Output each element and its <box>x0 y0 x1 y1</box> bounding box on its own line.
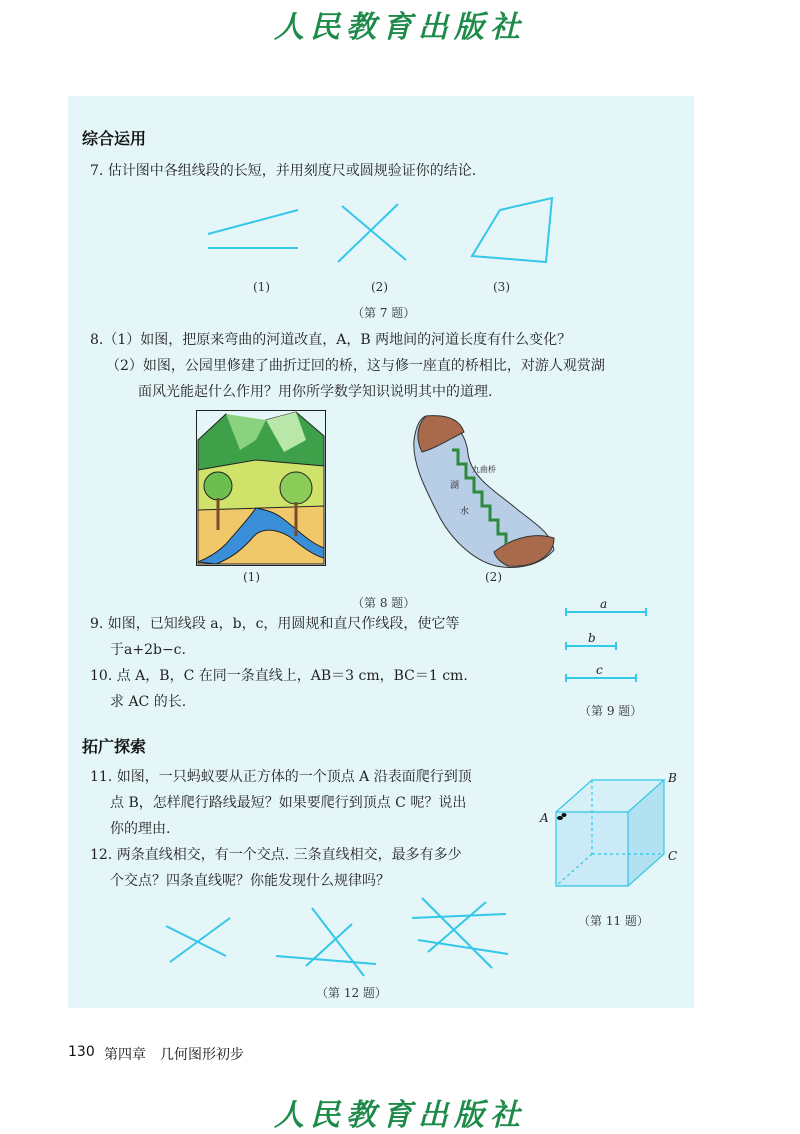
segment-label-a: a <box>600 597 608 611</box>
q9-caption: （第 9 题） <box>579 704 643 718</box>
q12-four-lines-c <box>428 902 486 952</box>
question-8-line-1: 8.（1）如图，把原来弯曲的河道改直，A，B 两地间的河道长度有什么变化？ <box>90 332 572 348</box>
river-landscape-illustration <box>196 410 326 566</box>
q12-two-lines-b <box>170 918 230 962</box>
cube-label-b: B <box>668 771 677 785</box>
q7-segment-2b <box>338 204 398 262</box>
q11-caption: （第 11 题） <box>578 914 649 928</box>
zigzag-bridge-map <box>408 410 558 570</box>
q8-subcaption-1: (1) <box>243 570 260 584</box>
map-label-bridge: 九曲桥 <box>472 465 496 474</box>
chapter-title: 第四章 几何图形初步 <box>104 1047 244 1063</box>
q8-caption: （第 8 题） <box>352 596 416 610</box>
question-11-line-2: 点 B，怎样爬行路线最短？如果要爬行到顶点 C 呢？说出 <box>110 795 467 811</box>
q12-three-lines-a <box>312 908 364 976</box>
question-9-line-1: 9. 如图，已知线段 a，b，c，用圆规和直尺作线段，使它等 <box>90 616 460 632</box>
question-11-line-3: 你的理由. <box>110 821 171 837</box>
cube-figure <box>538 770 690 892</box>
question-9-line-2: 于a+2b−c. <box>110 642 186 658</box>
question-7-text: 7. 估计图中各组线段的长短，并用刻度尺或圆规验证你的结论. <box>90 163 477 179</box>
publisher-logo-top: 人民教育出版社 <box>274 10 526 45</box>
q7-caption: （第 7 题） <box>352 306 416 320</box>
cube-label-a: A <box>540 811 549 825</box>
question-10-line-1: 10. 点 A，B，C 在同一条直线上，AB＝3 cm，BC＝1 cm. <box>90 668 468 684</box>
q12-caption: （第 12 题） <box>316 986 387 1000</box>
q7-segment-2a <box>342 206 406 260</box>
question-11-line-1: 11. 如图，一只蚂蚁要从正方体的一个顶点 A 沿表面爬行到顶 <box>90 769 472 785</box>
question-12-line-2: 个交点？四条直线呢？你能发现什么规律吗？ <box>110 873 390 889</box>
question-8-line-3: 面风光能起什么作用？用你所学数学知识说明其中的道理. <box>138 384 493 400</box>
question-10-line-2: 求 AC 的长. <box>110 694 187 710</box>
q12-three-lines-c <box>276 956 376 964</box>
map-label-lake: 湖 <box>450 481 460 491</box>
q12-intersecting-lines-figure <box>156 894 516 978</box>
section-title-exploration: 拓广探索 <box>82 737 147 756</box>
map-label-water: 水 <box>460 507 470 517</box>
q9-segments-figure <box>560 596 660 692</box>
q7-figure <box>190 196 570 272</box>
q12-four-lines-b <box>422 898 492 968</box>
q12-four-lines-a <box>412 914 506 918</box>
segment-label-c: c <box>596 663 603 677</box>
segment-label-b: b <box>588 631 596 645</box>
page-number: 130 <box>68 1044 95 1060</box>
publisher-logo-bottom: 人民教育出版社 <box>274 1098 526 1133</box>
q7-segment-1a <box>208 210 298 234</box>
q12-four-lines-d <box>418 940 508 954</box>
q7-quadrilateral <box>472 198 552 262</box>
cube-label-c: C <box>668 849 678 863</box>
q7-subcaption-2: (2) <box>371 280 388 294</box>
q8-subcaption-2: (2) <box>485 570 502 584</box>
question-12-line-1: 12. 两条直线相交，有一个交点. 三条直线相交，最多有多少 <box>90 847 462 863</box>
section-title-comprehensive: 综合运用 <box>82 129 147 148</box>
q12-two-lines-a <box>166 926 226 956</box>
question-8-line-2: （2）如图，公园里修建了曲折迂回的桥，这与修一座直的桥相比，对游人观赏湖 <box>106 358 605 374</box>
q7-subcaption-1: (1) <box>253 280 270 294</box>
q7-subcaption-3: (3) <box>493 280 510 294</box>
